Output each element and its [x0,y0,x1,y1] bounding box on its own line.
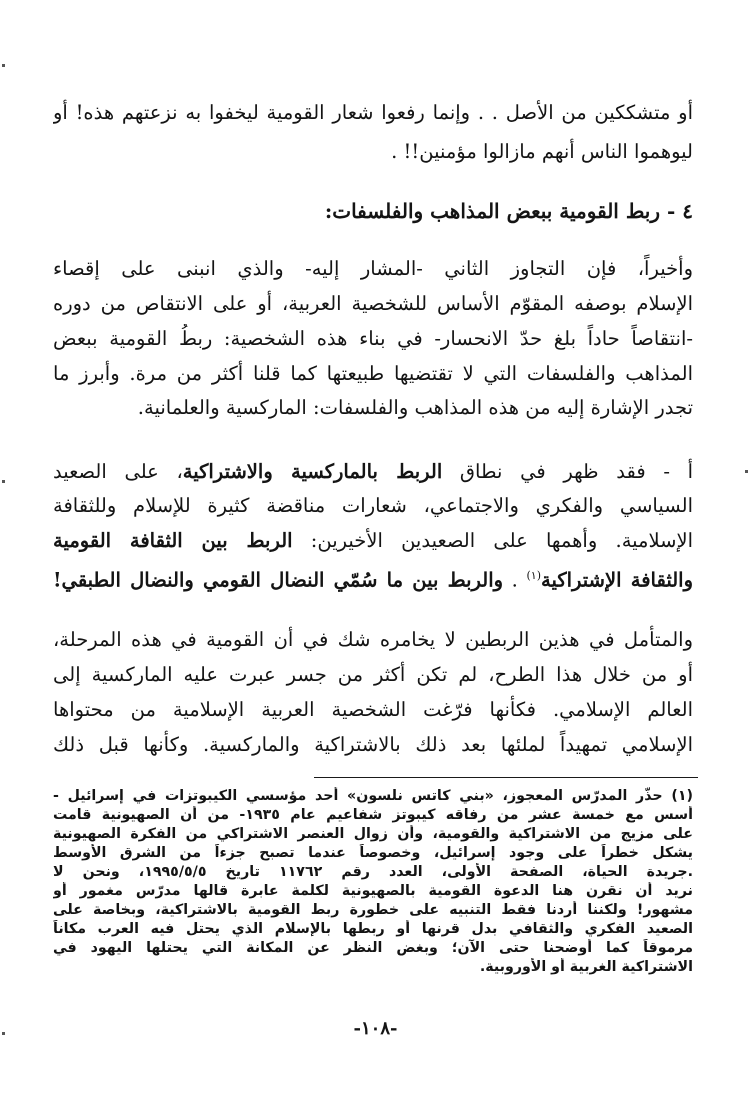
para-a-line-2: السياسي والفكري والاجتماعي، شعارات مناقضة كثيرة للإسلام وللثقافة [53,494,693,517]
scan-speck [745,470,748,473]
scan-speck [2,480,5,483]
para-a-line-1-start: أ - فقد ظهر في نطاق [442,460,693,483]
para-a-emphasis-marxism: الربط بالماركسية والاشتراكية [182,460,443,483]
finally-line-4: المذاهب والفلسفات التي لا تقتضيها طبيعتها كما قلنا أكثر من مرة. وأبرز ما [53,362,693,385]
footnote-separator [314,777,698,778]
contemplator-line-4: الإسلامي تمهيداً لملئها بعد ذلك بالاشتراكية والماركسية. وكأنها قبل ذلك [53,733,693,756]
contemplator-line-1: والمتأمل في هذين الربطين لا يخامره شك في أن القومية في هذه المرحلة، [53,628,693,651]
footnote-line-2: أسس مع خمسة عشر من رفاقه كيبوتز شفاعيم عام ١٩٣٥- من أن الصهيونية قامت [53,807,693,823]
footnote-line-10: الاشتراكية الغربية أو الأوروبية. [479,959,693,975]
intro-line-1: أو متشككين من الأصل . . وإنما رفعوا شعار القومية ليخفوا به نزعتهم هذه! أو [53,101,693,124]
para-a-line-1-end: ، على الصعيد [53,460,183,483]
scan-speck [2,1032,5,1035]
finally-line-2: الإسلام بوصفه المقوّم الأساس للشخصية العربية، أو على الانتقاص من دوره [53,292,693,315]
footnote-line-8: الصعيد الفكري والثقافي بدل قرنها أو ربطها بالإسلام الذي يحتل فيه العرب مكاناً [53,921,693,937]
para-a-line-3 [53,526,693,556]
section-heading: ٤ - ربط القومية ببعض المذاهب والفلسفات: [324,199,693,223]
footnote-line-9: مرموقاً كما أوضحنا حتى الآن؛ وبغض النظر عن المكانة التي يحتلها اليهود في [53,940,693,956]
para-a-separator: . [503,568,527,592]
para-a-emphasis-culture: الربط بين الثقافة القومية [53,529,293,552]
intro-line-2: ليوهموا الناس أنهم مازالوا مؤمنين!! . [391,140,693,163]
finally-line-5: تجدر الإشارة إليه من هذه المذاهب والفلسفات: الماركسية والعلمانية. [137,396,693,419]
scan-speck [2,64,5,67]
para-a-emphasis-struggle: والربط بين ما سُمّي النضال القومي والنضال الطبقي! [53,568,504,592]
footnote-line-1: (١) حذّر المدرّس المعجوز، «بني كاتس نلسون» أحد مؤسسي الكيبوتزات في إسرائيل - [53,788,693,804]
page-number: -١٠٨- [353,1018,398,1039]
footnote-line-4: يشكل خطراً على وجود إسرائيل، وخصوصاً عندما تصبح جزءاً من الشرق الأوسط [53,845,693,861]
footnote-line-3: على مزيج من الاشتراكية والقومية، وأن زوال العنصر الاشتراكي من الفكرة الصهيونية [53,826,693,842]
para-a-line-3-start: الإسلامية. وأهمها على الصعيدين الأخيرين: [292,529,693,552]
footnote-reference[interactable]: (١) [526,569,541,582]
footnote-line-7: مشهور! ولكننا أردنا فقط التنبيه على خطورة ربط القومية بالاشتراكية، وبخاصة على [53,902,693,918]
contemplator-line-2: أو من خلال هذا الطرح، لم تكن أكثر من جسر عبرت عليه الماركسية إلى [53,663,693,686]
para-a-line-1 [53,457,693,487]
footnote-line-5: .جريدة الحياة، الصفحة الأولى، العدد رقم ١١٧٦٢ تاريخ ١٩٩٥/٥/٥، ونحن لا [53,864,693,880]
para-a-emphasis-socialist-culture: والثقافة الإشتراكية [541,568,693,592]
finally-line-1: وأخيراً، فإن التجاوز الثاني -المشار إليه- والذي انبنى على إقصاء [53,257,693,280]
finally-line-3: -انتقاصاً حاداً بلغ حدّ الانحسار- في بناء هذه الشخصية: ربطُ القومية ببعض [53,327,693,350]
footnote-line-6: نريد أن نقرن هنا الدعوة القومية بالصهيونية لكلمة عابرة قالها مدرّس مغمور أو [53,883,693,899]
para-a-line-4 [53,561,693,596]
contemplator-line-3: العالم الإسلامي. فكأنها فرّغت الشخصية العربية الإسلامية من محتواها [53,698,693,721]
